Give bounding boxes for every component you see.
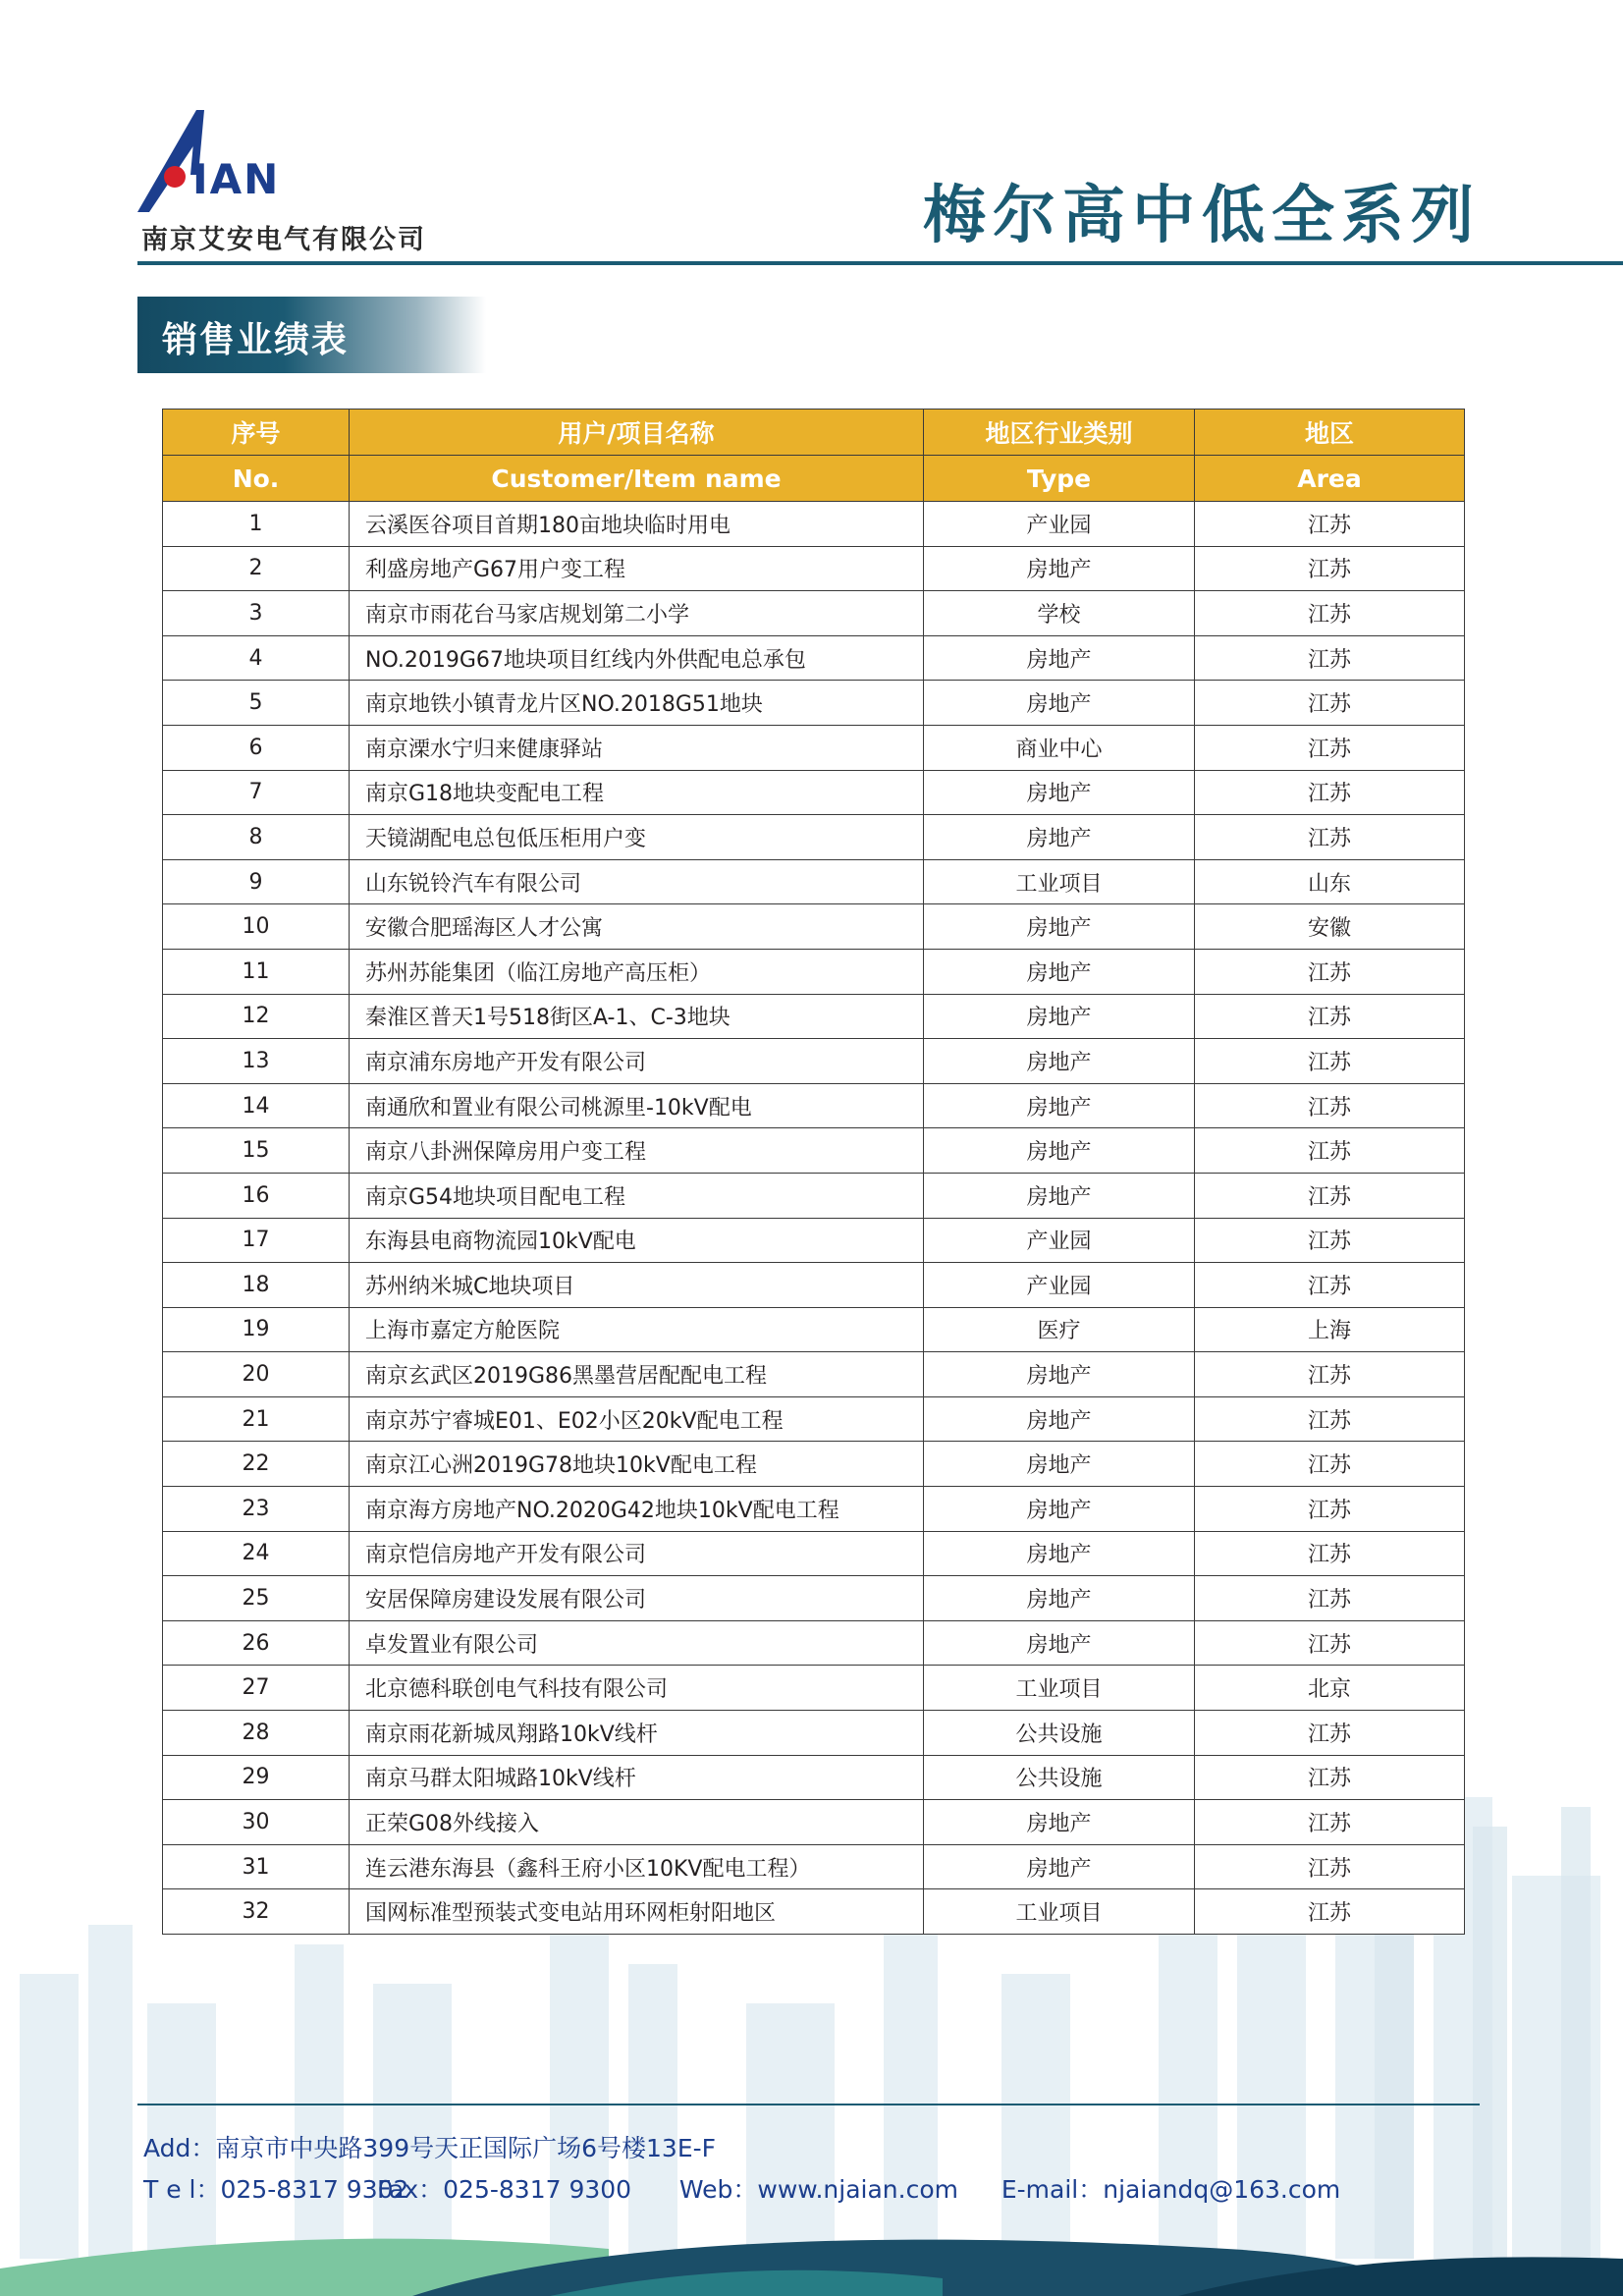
footer-wave-decoration: [0, 2229, 1623, 2296]
table-row: [163, 994, 1465, 1039]
table-row: [163, 1128, 1465, 1174]
area-cell: 江苏: [1195, 1755, 1465, 1800]
type-cell: 公共设施: [924, 1755, 1195, 1800]
row-number: 15: [163, 1128, 350, 1174]
area-cell: 江苏: [1195, 815, 1465, 860]
customer-item-name: 连云港东海县（鑫科王府小区10KV配电工程）: [350, 1844, 924, 1889]
table-row: [163, 1576, 1465, 1621]
customer-item-name: 南京浦东房地产开发有限公司: [350, 1039, 924, 1084]
customer-item-name: 北京德科联创电气科技有限公司: [350, 1666, 924, 1711]
table-row: [163, 1263, 1465, 1308]
area-cell: 江苏: [1195, 1442, 1465, 1487]
area-cell: 江苏: [1195, 635, 1465, 681]
customer-item-name: 南京市雨花台马家店规划第二小学: [350, 591, 924, 636]
footer-address: Add：南京市中央路399号天正国际广场6号楼13E-F: [143, 2134, 717, 2162]
customer-item-name: 南京马群太阳城路10kV线杆: [350, 1755, 924, 1800]
area-cell: 江苏: [1195, 1800, 1465, 1845]
area-cell: 江苏: [1195, 1039, 1465, 1084]
customer-item-name: 秦淮区普天1号518街区A-1、C-3地块: [350, 994, 924, 1039]
area-cell: 江苏: [1195, 1487, 1465, 1532]
section-title: 销售业绩表: [162, 320, 350, 360]
customer-item-name: 南京G18地块变配电工程: [350, 770, 924, 815]
type-cell: 房地产: [924, 1039, 1195, 1084]
type-cell: 产业园: [924, 502, 1195, 547]
logo-wordmark: IAN: [192, 155, 281, 203]
row-number: 13: [163, 1039, 350, 1084]
area-cell: 江苏: [1195, 1844, 1465, 1889]
area-cell: 江苏: [1195, 546, 1465, 591]
row-number: 27: [163, 1666, 350, 1711]
row-number: 30: [163, 1800, 350, 1845]
customer-item-name: 天镜湖配电总包低压柜用户变: [350, 815, 924, 860]
row-number: 14: [163, 1083, 350, 1128]
area-cell: 江苏: [1195, 1263, 1465, 1308]
footer-tel: T e l：025-8317 9302: [143, 2175, 409, 2204]
row-number: 1: [163, 502, 350, 547]
header-divider: [137, 261, 1623, 265]
table-row: [163, 681, 1465, 726]
type-cell: 房地产: [924, 1620, 1195, 1666]
table-body: [163, 502, 1465, 1935]
row-number: 5: [163, 681, 350, 726]
table-row: [163, 1307, 1465, 1352]
type-cell: 房地产: [924, 546, 1195, 591]
table-row: [163, 904, 1465, 950]
table-row: [163, 1173, 1465, 1218]
customer-item-name: 利盛房地产G67用户变工程: [350, 546, 924, 591]
column-header-area-cn: 地区: [1195, 410, 1465, 456]
row-number: 3: [163, 591, 350, 636]
row-number: 20: [163, 1352, 350, 1397]
area-cell: 北京: [1195, 1666, 1465, 1711]
header-row-en: [163, 456, 1465, 502]
area-cell: 江苏: [1195, 1083, 1465, 1128]
type-cell: 房地产: [924, 1352, 1195, 1397]
area-cell: 江苏: [1195, 1352, 1465, 1397]
row-number: 21: [163, 1396, 350, 1442]
customer-item-name: 正荣G08外线接入: [350, 1800, 924, 1845]
type-cell: 学校: [924, 591, 1195, 636]
type-cell: 房地产: [924, 994, 1195, 1039]
row-number: 29: [163, 1755, 350, 1800]
row-number: 4: [163, 635, 350, 681]
column-header-area-en: Area: [1195, 456, 1465, 502]
table-row: [163, 815, 1465, 860]
row-number: 9: [163, 859, 350, 904]
table-row: [163, 859, 1465, 904]
customer-item-name: 云溪医谷项目首期180亩地块临时用电: [350, 502, 924, 547]
row-number: 6: [163, 725, 350, 770]
row-number: 12: [163, 994, 350, 1039]
type-cell: 医疗: [924, 1307, 1195, 1352]
type-cell: 公共设施: [924, 1711, 1195, 1756]
area-cell: 江苏: [1195, 1576, 1465, 1621]
row-number: 2: [163, 546, 350, 591]
row-number: 16: [163, 1173, 350, 1218]
column-header-type-en: Type: [924, 456, 1195, 502]
type-cell: 房地产: [924, 1173, 1195, 1218]
row-number: 7: [163, 770, 350, 815]
table-row: [163, 949, 1465, 994]
column-header-no-cn: 序号: [163, 410, 350, 456]
customer-item-name: 山东锐铃汽车有限公司: [350, 859, 924, 904]
area-cell: 江苏: [1195, 725, 1465, 770]
area-cell: 江苏: [1195, 1531, 1465, 1576]
type-cell: 产业园: [924, 1218, 1195, 1263]
area-cell: 江苏: [1195, 591, 1465, 636]
type-cell: 工业项目: [924, 859, 1195, 904]
area-cell: 山东: [1195, 859, 1465, 904]
area-cell: 上海: [1195, 1307, 1465, 1352]
company-name: 南京艾安电气有限公司: [141, 225, 426, 255]
customer-item-name: 南京雨花新城凤翔路10kV线杆: [350, 1711, 924, 1756]
table-row: [163, 1711, 1465, 1756]
table-row: [163, 1442, 1465, 1487]
customer-item-name: 卓发置业有限公司: [350, 1620, 924, 1666]
customer-item-name: 苏州苏能集团（临江房地产高压柜）: [350, 949, 924, 994]
type-cell: 房地产: [924, 1576, 1195, 1621]
type-cell: 工业项目: [924, 1666, 1195, 1711]
customer-item-name: 国网标准型预装式变电站用环网柜射阳地区: [350, 1889, 924, 1935]
row-number: 17: [163, 1218, 350, 1263]
type-cell: 房地产: [924, 1487, 1195, 1532]
table-row: [163, 1039, 1465, 1084]
table-row: [163, 1620, 1465, 1666]
table-row: [163, 1800, 1465, 1845]
area-cell: 江苏: [1195, 1396, 1465, 1442]
sales-performance-table: [162, 409, 1465, 1935]
column-header-name-en: Customer/Item name: [350, 456, 924, 502]
row-number: 23: [163, 1487, 350, 1532]
customer-item-name: 南京地铁小镇青龙片区NO.2018G51地块: [350, 681, 924, 726]
area-cell: 江苏: [1195, 1173, 1465, 1218]
row-number: 18: [163, 1263, 350, 1308]
customer-item-name: 南京江心洲2019G78地块10kV配电工程: [350, 1442, 924, 1487]
row-number: 26: [163, 1620, 350, 1666]
type-cell: 房地产: [924, 1083, 1195, 1128]
area-cell: 江苏: [1195, 1128, 1465, 1174]
row-number: 24: [163, 1531, 350, 1576]
type-cell: 房地产: [924, 949, 1195, 994]
type-cell: 房地产: [924, 770, 1195, 815]
type-cell: 房地产: [924, 681, 1195, 726]
customer-item-name: NO.2019G67地块项目红线内外供配电总承包: [350, 635, 924, 681]
area-cell: 江苏: [1195, 1218, 1465, 1263]
area-cell: 江苏: [1195, 770, 1465, 815]
type-cell: 房地产: [924, 1844, 1195, 1889]
table-row: [163, 1531, 1465, 1576]
customer-item-name: 南京玄武区2019G86黑墨营居配配电工程: [350, 1352, 924, 1397]
type-cell: 房地产: [924, 1396, 1195, 1442]
column-header-name-cn: 用户/项目名称: [350, 410, 924, 456]
area-cell: 安徽: [1195, 904, 1465, 950]
table-row: [163, 635, 1465, 681]
row-number: 32: [163, 1889, 350, 1935]
footer-divider: [137, 2104, 1480, 2105]
type-cell: 房地产: [924, 1442, 1195, 1487]
row-number: 19: [163, 1307, 350, 1352]
type-cell: 商业中心: [924, 725, 1195, 770]
table-row: [163, 1396, 1465, 1442]
area-cell: 江苏: [1195, 1620, 1465, 1666]
customer-item-name: 上海市嘉定方舱医院: [350, 1307, 924, 1352]
customer-item-name: 南京恺信房地产开发有限公司: [350, 1531, 924, 1576]
customer-item-name: 南京八卦洲保障房用户变工程: [350, 1128, 924, 1174]
footer-email[interactable]: E-mail：njaiandq@163.com: [1001, 2175, 1341, 2204]
row-number: 11: [163, 949, 350, 994]
customer-item-name: 苏州纳米城C地块项目: [350, 1263, 924, 1308]
type-cell: 工业项目: [924, 1889, 1195, 1935]
footer-web[interactable]: Web：www.njaian.com: [678, 2175, 958, 2204]
customer-item-name: 南京G54地块项目配电工程: [350, 1173, 924, 1218]
table-row: [163, 1889, 1465, 1935]
customer-item-name: 安徽合肥瑶海区人才公寓: [350, 904, 924, 950]
row-number: 22: [163, 1442, 350, 1487]
table-row: [163, 725, 1465, 770]
column-header-no-en: No.: [163, 456, 350, 502]
area-cell: 江苏: [1195, 1711, 1465, 1756]
area-cell: 江苏: [1195, 994, 1465, 1039]
column-header-type-cn: 地区行业类别: [924, 410, 1195, 456]
row-number: 8: [163, 815, 350, 860]
customer-item-name: 南通欣和置业有限公司桃源里-10kV配电: [350, 1083, 924, 1128]
area-cell: 江苏: [1195, 1889, 1465, 1935]
type-cell: 房地产: [924, 904, 1195, 950]
row-number: 31: [163, 1844, 350, 1889]
type-cell: 房地产: [924, 815, 1195, 860]
table-row: [163, 591, 1465, 636]
area-cell: 江苏: [1195, 502, 1465, 547]
footer-contact-line: [143, 2170, 1340, 2206]
customer-item-name: 东海县电商物流园10kV配电: [350, 1218, 924, 1263]
type-cell: 房地产: [924, 1800, 1195, 1845]
table-row: [163, 502, 1465, 547]
table-row: [163, 1083, 1465, 1128]
customer-item-name: 南京溧水宁归来健康驿站: [350, 725, 924, 770]
row-number: 10: [163, 904, 350, 950]
row-number: 28: [163, 1711, 350, 1756]
header-row-cn: [163, 410, 1465, 456]
area-cell: 江苏: [1195, 681, 1465, 726]
table-row: [163, 1352, 1465, 1397]
type-cell: 房地产: [924, 1531, 1195, 1576]
row-number: 25: [163, 1576, 350, 1621]
type-cell: 房地产: [924, 635, 1195, 681]
table-row: [163, 770, 1465, 815]
table-row: [163, 1487, 1465, 1532]
type-cell: 产业园: [924, 1263, 1195, 1308]
table-row: [163, 1755, 1465, 1800]
customer-item-name: 南京苏宁睿城E01、E02小区20kV配电工程: [350, 1396, 924, 1442]
series-title: 梅尔高中低全系列: [923, 180, 1481, 252]
customer-item-name: 安居保障房建设发展有限公司: [350, 1576, 924, 1621]
customer-item-name: 南京海方房地产NO.2020G42地块10kV配电工程: [350, 1487, 924, 1532]
table-row: [163, 546, 1465, 591]
footer-fax: Fax：025-8317 9300: [376, 2175, 632, 2204]
type-cell: 房地产: [924, 1128, 1195, 1174]
area-cell: 江苏: [1195, 949, 1465, 994]
table-row: [163, 1666, 1465, 1711]
table-row: [163, 1844, 1465, 1889]
table-row: [163, 1218, 1465, 1263]
